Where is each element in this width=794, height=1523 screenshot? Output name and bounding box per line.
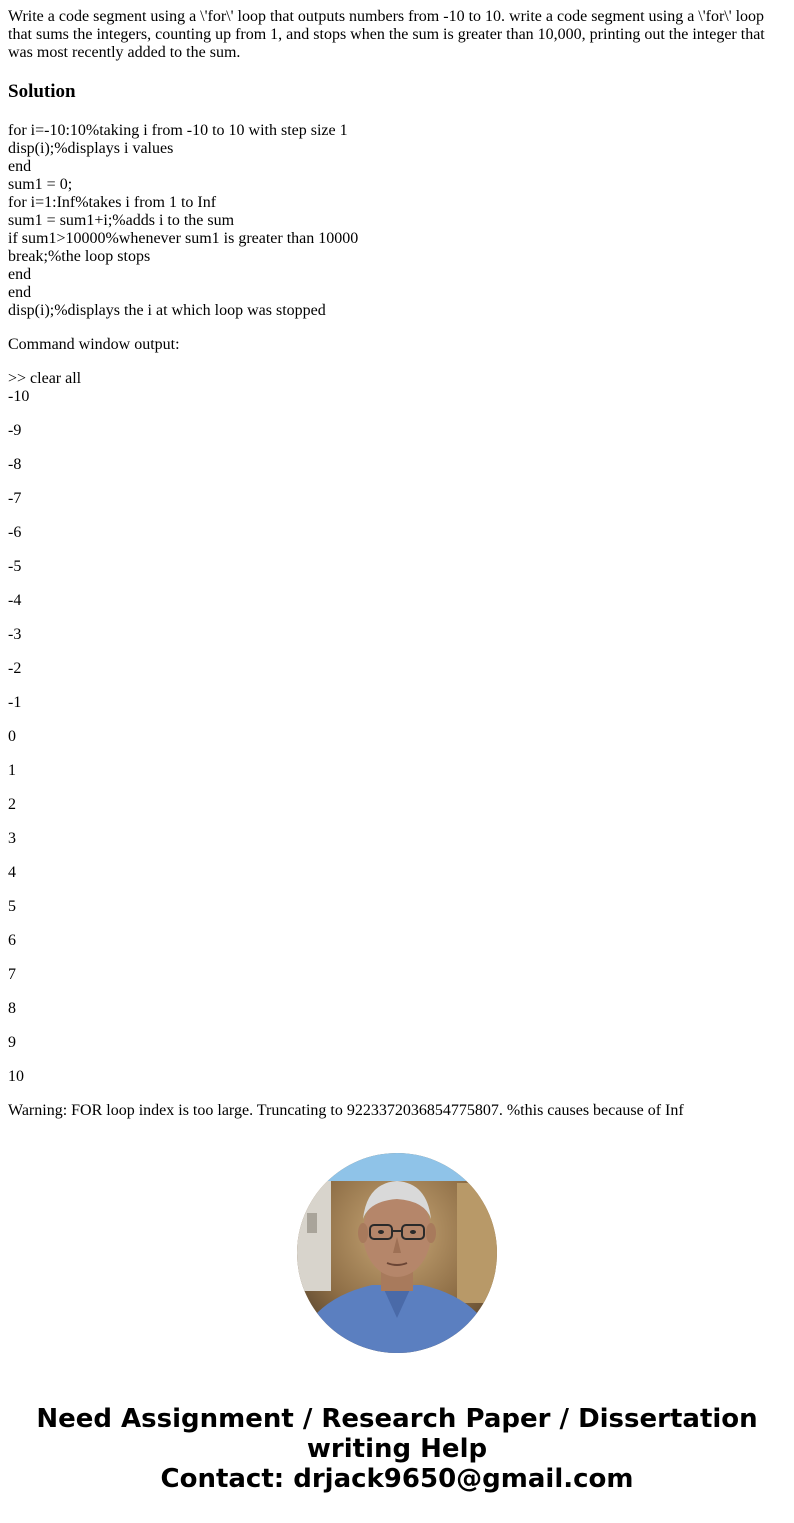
output-value: -9 [8,422,22,439]
author-photo [297,1153,497,1353]
output-value: -10 [8,388,30,405]
promo-banner [0,1404,794,1494]
output-value: 7 [8,966,16,983]
code-line: break;%the loop stops [8,248,151,265]
output-value: 6 [8,932,16,949]
question-text: Write a code segment using a \'for\' loop that outputs numbers from -10 to 10. write a code segment using a \'for\' loop that sums the integers, counting up from 1, and stops when the sum is greater than 10,000, printing out the integer that was most recently added to the sum. [8,8,765,61]
output-value: 5 [8,898,16,915]
output-value: -7 [8,490,22,507]
output-value: 2 [8,796,16,813]
code-line: disp(i);%displays the i at which loop was stopped [8,302,326,319]
output-value: 1 [8,762,16,779]
author-portrait-image [297,1153,497,1353]
output-value: -2 [8,660,22,677]
output-value: -5 [8,558,22,575]
output-value: 10 [8,1068,24,1085]
code-line: for i=1:Inf%takes i from 1 to Inf [8,194,217,211]
output-value: -3 [8,626,22,643]
solution-heading: Solution [8,81,76,102]
command-window-label: Command window output: [8,336,180,353]
output-value: -8 [8,456,22,473]
code-line: end [8,158,32,175]
promo-contact: Contact: drjack9650@gmail.com [160,1464,634,1494]
code-line: if sum1>10000%whenever sum1 is greater than 10000 [8,230,359,247]
output-value: 4 [8,864,16,881]
prompt-line: >> clear all [8,370,82,387]
code-line: end [8,284,32,301]
warning-message: Warning: FOR loop index is too large. Truncating to 9223372036854775807. %this causes because of Inf [8,1102,684,1119]
output-value: 3 [8,830,16,847]
output-value: -6 [8,524,22,541]
code-line: for i=-10:10%taking i from -10 to 10 with step size 1 [8,122,348,139]
code-line: end [8,266,32,283]
command-window-output [8,370,778,1120]
solution-content [8,8,778,1121]
output-value: 8 [8,1000,16,1017]
output-value: -1 [8,694,22,711]
output-value: 9 [8,1034,16,1051]
promo-line: writing Help [306,1434,488,1464]
code-line: sum1 = 0; [8,176,73,193]
code-line: disp(i);%displays i values [8,140,174,157]
promo-line: Need Assignment / Research Paper / Dissertation [36,1404,758,1434]
output-value: -4 [8,592,22,609]
output-value: 0 [8,728,16,745]
code-block [8,122,778,320]
code-line: sum1 = sum1+i;%adds i to the sum [8,212,235,229]
